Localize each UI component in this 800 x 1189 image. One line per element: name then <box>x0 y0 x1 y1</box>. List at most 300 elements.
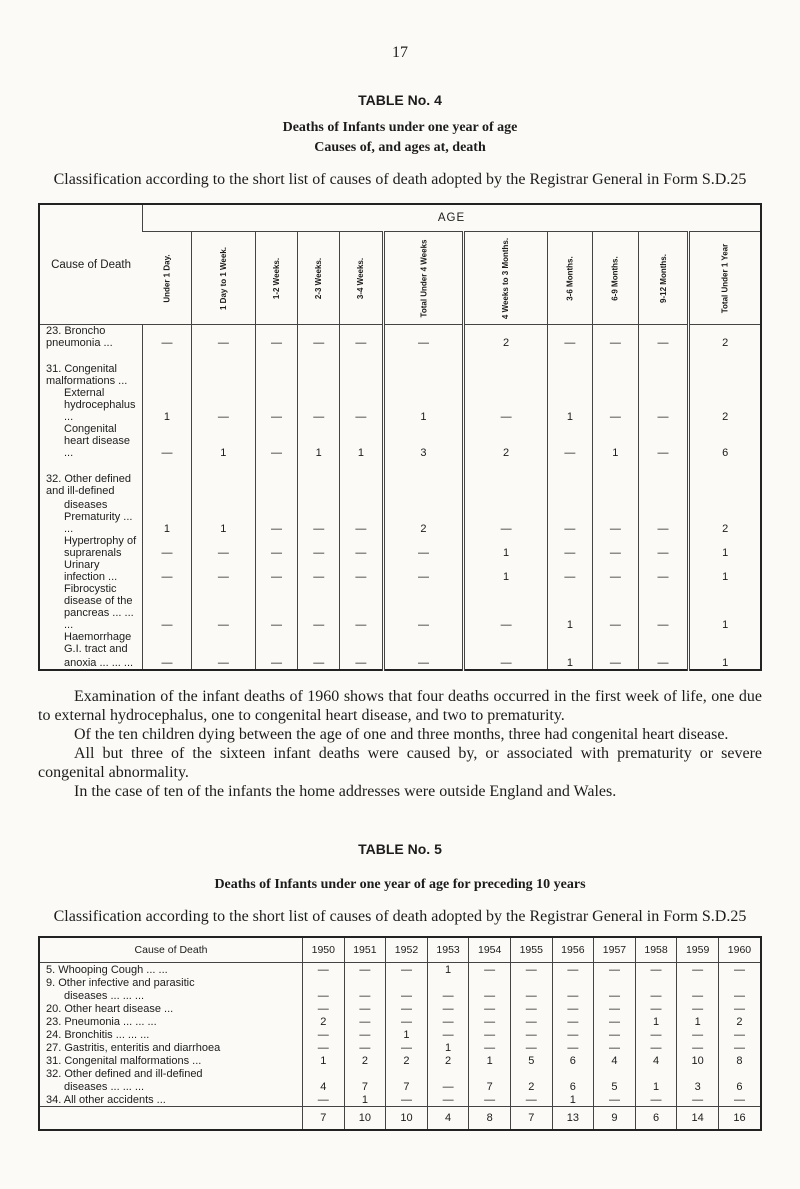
value-cell: 2 <box>464 325 547 350</box>
table-row <box>39 583 761 607</box>
value-cell: — <box>255 511 297 535</box>
value-cell: — <box>510 1002 552 1015</box>
value-cell <box>427 1067 469 1080</box>
value-cell: — <box>718 1093 761 1107</box>
paragraph: Examination of the infant deaths of 1960 shows that four deaths occurred in the first week of life, one due to external hydrocephalus, one to congenital heart disease, and two to prematurity. <box>38 688 762 724</box>
value-cell: 2 <box>386 1054 428 1067</box>
table-row <box>39 607 761 631</box>
table5-subtitle: Deaths of Infants under one year of age for preceding 10 years <box>214 877 586 892</box>
value-cell: — <box>340 655 383 670</box>
table4-title: TABLE No. 4 <box>358 92 442 108</box>
value-cell: — <box>593 325 638 350</box>
value-cell: — <box>718 1028 761 1041</box>
value-cell: 1 <box>427 1041 469 1054</box>
value-cell: — <box>427 1080 469 1093</box>
totals-row <box>39 1107 761 1131</box>
value-cell: — <box>594 963 636 977</box>
value-cell <box>638 631 689 655</box>
year-column-header: 1959 <box>677 937 719 963</box>
year-column-header: 1953 <box>427 937 469 963</box>
table-row <box>39 387 761 423</box>
table-row <box>39 363 761 387</box>
value-cell <box>638 497 689 511</box>
value-cell: 1 <box>340 423 383 459</box>
value-cell: — <box>552 1041 594 1054</box>
value-cell: 1 <box>191 423 255 459</box>
value-cell: — <box>255 423 297 459</box>
table5-classification: Classification according to the short list of causes of death adopted by the Registrar General in Form S.D.25 <box>53 908 747 925</box>
value-cell <box>689 363 761 387</box>
value-cell: — <box>638 387 689 423</box>
total-cell: 7 <box>303 1107 345 1131</box>
value-cell: — <box>593 511 638 535</box>
table4-age-column-header: Total Under 1 Year <box>689 232 761 325</box>
table4-age-column-header: Under 1 Day. <box>143 232 192 325</box>
value-cell <box>191 473 255 497</box>
table-row <box>39 423 761 459</box>
table4-age-header: AGE <box>143 204 761 232</box>
cause-cell: 24. Bronchitis ... ... ... <box>46 1029 150 1041</box>
value-cell <box>427 976 469 989</box>
table-row <box>39 631 761 655</box>
value-cell: — <box>191 325 255 350</box>
value-cell: — <box>427 1028 469 1041</box>
year-column-header: 1958 <box>635 937 677 963</box>
value-cell <box>255 631 297 655</box>
value-cell <box>383 497 464 511</box>
value-cell: — <box>635 989 677 1002</box>
value-cell: 7 <box>386 1080 428 1093</box>
table-row <box>39 1054 761 1067</box>
cause-cell: 5. Whooping Cough ... ... <box>46 964 168 976</box>
value-cell: 2 <box>344 1054 386 1067</box>
value-cell: 1 <box>689 559 761 583</box>
value-cell: — <box>143 655 192 670</box>
value-cell: — <box>677 1028 719 1041</box>
value-cell: — <box>344 963 386 977</box>
table4-subtitle-1: Deaths of Infants under one year of age <box>282 120 518 135</box>
value-cell <box>344 976 386 989</box>
table4-age-column-header: 1 Day to 1 Week. <box>191 232 255 325</box>
table4-age-column-header: 4 Weeks to 3 Months. <box>464 232 547 325</box>
table-row <box>39 655 761 670</box>
value-cell: — <box>143 535 192 559</box>
value-cell: — <box>638 655 689 670</box>
value-cell: 7 <box>469 1080 511 1093</box>
value-cell: — <box>469 1015 511 1028</box>
total-cell: 13 <box>552 1107 594 1131</box>
table-row <box>39 976 761 989</box>
value-cell <box>510 976 552 989</box>
table-row <box>39 1028 761 1041</box>
value-cell: 1 <box>547 387 592 423</box>
table4 <box>38 203 762 671</box>
value-cell <box>635 1067 677 1080</box>
value-cell: 1 <box>344 1093 386 1107</box>
value-cell <box>552 976 594 989</box>
value-cell: — <box>547 535 592 559</box>
value-cell: — <box>143 607 192 631</box>
value-cell: — <box>718 1041 761 1054</box>
value-cell: — <box>594 1002 636 1015</box>
table4-age-column-header: 3-4 Weeks. <box>340 232 383 325</box>
value-cell: — <box>718 1002 761 1015</box>
value-cell: — <box>191 535 255 559</box>
cause-cell: 27. Gastritis, enteritis and diarrhoea <box>46 1042 221 1054</box>
year-column-header: 1950 <box>303 937 345 963</box>
value-cell: 4 <box>594 1054 636 1067</box>
value-cell <box>303 1067 345 1080</box>
value-cell: — <box>510 1041 552 1054</box>
value-cell: — <box>469 1093 511 1107</box>
value-cell: — <box>386 1002 428 1015</box>
value-cell: — <box>594 1028 636 1041</box>
table5-title: TABLE No. 5 <box>358 841 442 857</box>
value-cell <box>298 583 340 607</box>
value-cell: — <box>638 511 689 535</box>
cause-cell: Urinary infection ... <box>64 559 118 583</box>
value-cell: — <box>191 387 255 423</box>
value-cell <box>383 631 464 655</box>
value-cell: — <box>383 535 464 559</box>
value-cell: — <box>386 1093 428 1107</box>
value-cell <box>718 1067 761 1080</box>
value-cell: 4 <box>303 1080 345 1093</box>
value-cell: — <box>191 655 255 670</box>
value-cell: — <box>593 535 638 559</box>
table-row <box>39 511 761 535</box>
table-row <box>39 473 761 497</box>
year-column-header: 1957 <box>594 937 636 963</box>
value-cell: — <box>594 989 636 1002</box>
value-cell: — <box>464 655 547 670</box>
value-cell: — <box>677 1093 719 1107</box>
value-cell: — <box>298 655 340 670</box>
value-cell: — <box>593 387 638 423</box>
value-cell: — <box>638 423 689 459</box>
value-cell: — <box>344 1041 386 1054</box>
value-cell: 1 <box>677 1015 719 1028</box>
cause-cell: 34. All other accidents ... <box>46 1094 166 1106</box>
value-cell: — <box>255 559 297 583</box>
table-row <box>39 559 761 583</box>
value-cell: — <box>547 325 592 350</box>
value-cell <box>594 1067 636 1080</box>
value-cell: — <box>638 325 689 350</box>
table4-age-column-header: 2-3 Weeks. <box>298 232 340 325</box>
value-cell <box>143 473 192 497</box>
value-cell: 1 <box>383 387 464 423</box>
table-row <box>39 325 761 350</box>
value-cell: — <box>718 963 761 977</box>
value-cell <box>469 1067 511 1080</box>
value-cell <box>510 1067 552 1080</box>
table-row <box>39 1080 761 1093</box>
year-column-header: 1951 <box>344 937 386 963</box>
value-cell: — <box>143 423 192 459</box>
value-cell: 5 <box>510 1054 552 1067</box>
value-cell <box>677 976 719 989</box>
value-cell <box>547 473 592 497</box>
page-number: 17 <box>392 44 408 61</box>
value-cell: — <box>469 1041 511 1054</box>
value-cell: 2 <box>303 1015 345 1028</box>
value-cell: 1 <box>635 1080 677 1093</box>
value-cell: — <box>344 1015 386 1028</box>
value-cell: 1 <box>689 535 761 559</box>
value-cell: 1 <box>298 423 340 459</box>
year-column-header: 1954 <box>469 937 511 963</box>
table4-age-column-header: 9-12 Months. <box>638 232 689 325</box>
value-cell: — <box>386 963 428 977</box>
value-cell: 5 <box>594 1080 636 1093</box>
table4-subtitle-2: Causes of, and ages at, death <box>314 140 486 155</box>
cause-cell: diseases <box>64 499 108 511</box>
value-cell: — <box>386 1015 428 1028</box>
value-cell: — <box>510 1015 552 1028</box>
value-cell: 1 <box>689 607 761 631</box>
paragraph: Of the ten children dying between the age of one and three months, three had congenital heart disease. <box>74 726 729 743</box>
cause-cell: pancreas ... ... ... <box>64 607 134 631</box>
value-cell: 1 <box>547 655 592 670</box>
value-cell: — <box>303 1028 345 1041</box>
cause-cell: Fibrocystic disease of the <box>64 583 133 607</box>
value-cell: — <box>303 1041 345 1054</box>
value-cell <box>593 583 638 607</box>
value-cell <box>383 583 464 607</box>
value-cell: 2 <box>718 1015 761 1028</box>
total-cell: 9 <box>594 1107 636 1131</box>
cause-cell: 23. Broncho pneumonia ... <box>46 325 113 349</box>
table-row <box>39 497 761 511</box>
value-cell: — <box>298 325 340 350</box>
value-cell: — <box>255 655 297 670</box>
value-cell <box>547 631 592 655</box>
cause-cell: 31. Congenital malformations ... <box>46 1055 202 1067</box>
value-cell: 1 <box>143 511 192 535</box>
value-cell: 1 <box>386 1028 428 1041</box>
value-cell: 2 <box>464 423 547 459</box>
cause-cell: Hypertrophy of suprarenals <box>64 535 137 559</box>
value-cell <box>718 976 761 989</box>
total-cell: 14 <box>677 1107 719 1131</box>
value-cell: 3 <box>383 423 464 459</box>
value-cell <box>547 363 592 387</box>
value-cell <box>547 583 592 607</box>
value-cell: 6 <box>718 1080 761 1093</box>
total-cell: 7 <box>510 1107 552 1131</box>
value-cell: 6 <box>552 1080 594 1093</box>
value-cell: 1 <box>464 559 547 583</box>
value-cell: 2 <box>510 1080 552 1093</box>
value-cell: — <box>677 1041 719 1054</box>
value-cell <box>689 497 761 511</box>
value-cell: 1 <box>143 387 192 423</box>
value-cell: — <box>143 325 192 350</box>
value-cell: 2 <box>383 511 464 535</box>
cause-cell: Haemorrhage G.I. tract and <box>64 631 132 655</box>
value-cell: — <box>298 387 340 423</box>
value-cell: — <box>718 989 761 1002</box>
value-cell: 2 <box>689 511 761 535</box>
value-cell: 1 <box>427 963 469 977</box>
value-cell: — <box>469 1002 511 1015</box>
value-cell: — <box>255 535 297 559</box>
total-cell: 10 <box>344 1107 386 1131</box>
table-row <box>39 1015 761 1028</box>
value-cell: — <box>552 1028 594 1041</box>
value-cell: — <box>303 1002 345 1015</box>
table4-classification: Classification according to the short list of causes of death adopted by the Registrar General in Form S.D.25 <box>53 171 747 188</box>
cause-cell: 9. Other infective and parasitic <box>46 977 195 989</box>
value-cell <box>689 583 761 607</box>
value-cell <box>191 497 255 511</box>
table5 <box>38 936 762 1131</box>
value-cell: — <box>383 325 464 350</box>
value-cell: — <box>298 607 340 631</box>
value-cell <box>464 631 547 655</box>
paragraph: All but three of the sixteen infant deaths were caused by, or associated with prematurity or severe congenital abnormality. <box>38 745 762 781</box>
value-cell: — <box>635 1041 677 1054</box>
table4-age-column-header: 3-6 Months. <box>547 232 592 325</box>
value-cell <box>255 583 297 607</box>
value-cell: 1 <box>552 1093 594 1107</box>
value-cell: — <box>638 535 689 559</box>
value-cell <box>303 976 345 989</box>
value-cell: — <box>547 559 592 583</box>
value-cell: 1 <box>191 511 255 535</box>
value-cell: — <box>191 607 255 631</box>
cause-cell: diseases ... ... ... <box>64 990 145 1002</box>
page <box>38 0 762 1131</box>
year-column-header: 1960 <box>718 937 761 963</box>
value-cell: — <box>635 1002 677 1015</box>
table4-cause-header: Cause of Death <box>39 204 143 325</box>
value-cell: — <box>303 1093 345 1107</box>
value-cell: 1 <box>464 535 547 559</box>
value-cell <box>638 473 689 497</box>
value-cell: — <box>469 1028 511 1041</box>
value-cell: — <box>552 1015 594 1028</box>
commentary <box>38 687 762 801</box>
value-cell: — <box>552 989 594 1002</box>
table-row <box>39 1093 761 1107</box>
value-cell <box>340 631 383 655</box>
total-cell: 10 <box>386 1107 428 1131</box>
value-cell <box>298 363 340 387</box>
value-cell <box>340 583 383 607</box>
value-cell <box>464 363 547 387</box>
value-cell: 6 <box>689 423 761 459</box>
year-column-header: 1955 <box>510 937 552 963</box>
value-cell <box>593 497 638 511</box>
value-cell <box>464 497 547 511</box>
value-cell <box>386 976 428 989</box>
value-cell: — <box>638 559 689 583</box>
value-cell: 2 <box>427 1054 469 1067</box>
cause-cell: diseases ... ... ... <box>64 1081 145 1093</box>
value-cell: — <box>593 607 638 631</box>
value-cell: — <box>427 1015 469 1028</box>
value-cell: — <box>594 1093 636 1107</box>
value-cell: — <box>464 607 547 631</box>
value-cell <box>344 1067 386 1080</box>
cause-cell: 23. Pneumonia ... ... ... <box>46 1016 157 1028</box>
value-cell: — <box>298 535 340 559</box>
table-row <box>39 1002 761 1015</box>
value-cell <box>638 363 689 387</box>
value-cell: — <box>464 511 547 535</box>
value-cell: — <box>298 511 340 535</box>
value-cell <box>340 363 383 387</box>
value-cell: — <box>593 559 638 583</box>
value-cell: — <box>594 1041 636 1054</box>
value-cell: — <box>340 559 383 583</box>
value-cell <box>383 363 464 387</box>
table-row <box>39 1067 761 1080</box>
value-cell: — <box>383 559 464 583</box>
value-cell: 1 <box>593 423 638 459</box>
value-cell: 3 <box>677 1080 719 1093</box>
value-cell: — <box>255 387 297 423</box>
cause-cell: 20. Other heart disease ... <box>46 1003 174 1015</box>
value-cell <box>689 631 761 655</box>
paragraph: In the case of ten of the infants the home addresses were outside England and Wales. <box>74 783 617 800</box>
value-cell <box>143 363 192 387</box>
cause-cell: Prematurity ... ... <box>64 511 133 535</box>
value-cell: — <box>383 655 464 670</box>
value-cell: — <box>547 423 592 459</box>
table4-age-column-header: 6-9 Months. <box>593 232 638 325</box>
value-cell: — <box>344 1028 386 1041</box>
value-cell <box>298 631 340 655</box>
value-cell <box>386 1067 428 1080</box>
value-cell: 1 <box>547 607 592 631</box>
value-cell <box>593 473 638 497</box>
table-row <box>39 535 761 559</box>
total-cell: 4 <box>427 1107 469 1131</box>
value-cell: — <box>340 511 383 535</box>
value-cell: — <box>383 607 464 631</box>
value-cell: — <box>510 963 552 977</box>
value-cell <box>638 583 689 607</box>
value-cell: — <box>427 1093 469 1107</box>
value-cell: — <box>635 1028 677 1041</box>
value-cell <box>383 473 464 497</box>
value-cell <box>191 583 255 607</box>
value-cell: — <box>386 989 428 1002</box>
value-cell: — <box>464 387 547 423</box>
value-cell: 2 <box>689 387 761 423</box>
value-cell: — <box>340 535 383 559</box>
value-cell: — <box>340 607 383 631</box>
value-cell <box>255 363 297 387</box>
value-cell: — <box>340 325 383 350</box>
cause-cell: anoxia ... ... ... <box>64 657 134 669</box>
value-cell: — <box>677 963 719 977</box>
total-cell: 6 <box>635 1107 677 1131</box>
value-cell: — <box>303 989 345 1002</box>
value-cell <box>143 631 192 655</box>
value-cell <box>191 631 255 655</box>
year-column-header: 1956 <box>552 937 594 963</box>
table-row <box>39 1041 761 1054</box>
value-cell: — <box>677 1002 719 1015</box>
value-cell: 10 <box>677 1054 719 1067</box>
value-cell <box>191 363 255 387</box>
value-cell <box>547 497 592 511</box>
value-cell: — <box>594 1015 636 1028</box>
